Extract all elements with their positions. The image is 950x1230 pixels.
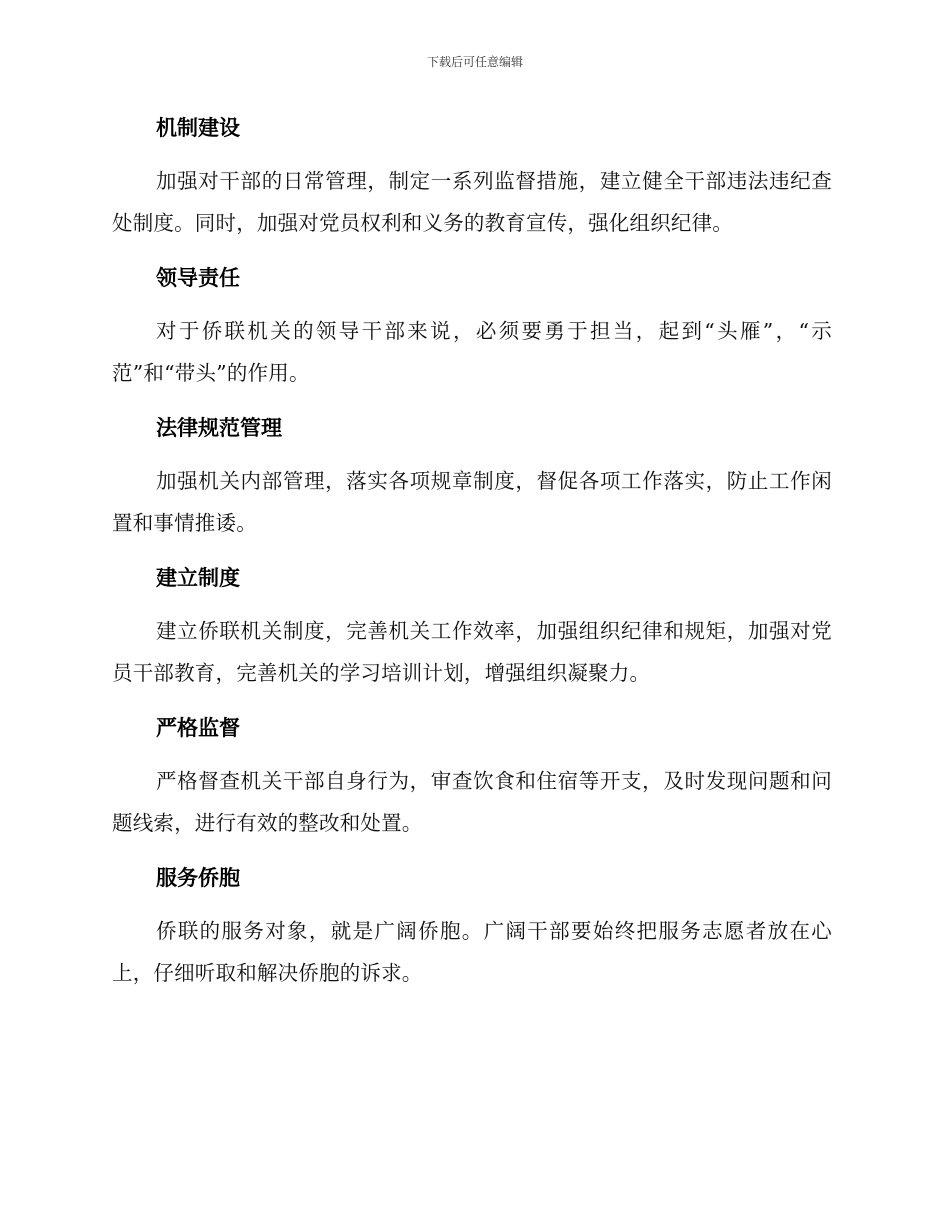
section-paragraph: 对于侨联机关的领导干部来说，必须要勇于担当，起到“头雁”，“示范”和“带头”的作用。 [112,319,832,385]
section-paragraph: 严格督查机关干部自身行为，审查饮食和住宿等开支，及时发现问题和问题线索，进行有效的整改和处置。 [112,769,832,835]
document-content [112,110,832,1010]
section-service [112,860,832,994]
section-supervision [112,710,832,844]
section-paragraph: 建立侨联机关制度，完善机关工作效率，加强组织纪律和规矩，加强对党员干部教育，完善机关的学习培训计划，增强组织凝聚力。 [112,619,832,685]
section-paragraph: 加强对干部的日常管理，制定一系列监督措施，建立健全干部违法违纪查处制度。同时，加强对党员权利和义务的教育宣传，强化组织纪律。 [112,169,832,235]
section-legal-management [112,410,832,544]
section-heading: 严格监督 [156,716,240,740]
page-header: 下载后可任意编辑 [426,55,523,69]
section-paragraph: 加强机关内部管理，落实各项规章制度，督促各项工作落实，防止工作闲置和事情推诿。 [112,469,832,535]
section-heading: 机制建设 [156,116,240,140]
section-heading: 法律规范管理 [156,416,282,440]
section-system [112,560,832,694]
section-leadership [112,260,832,394]
section-paragraph: 侨联的服务对象，就是广阔侨胞。广阔干部要始终把服务志愿者放在心上，仔细听取和解决侨胞的诉求。 [112,919,832,985]
section-heading: 服务侨胞 [156,866,240,890]
section-heading: 建立制度 [156,566,240,590]
section-mechanism [112,110,832,244]
section-heading: 领导责任 [156,266,240,290]
